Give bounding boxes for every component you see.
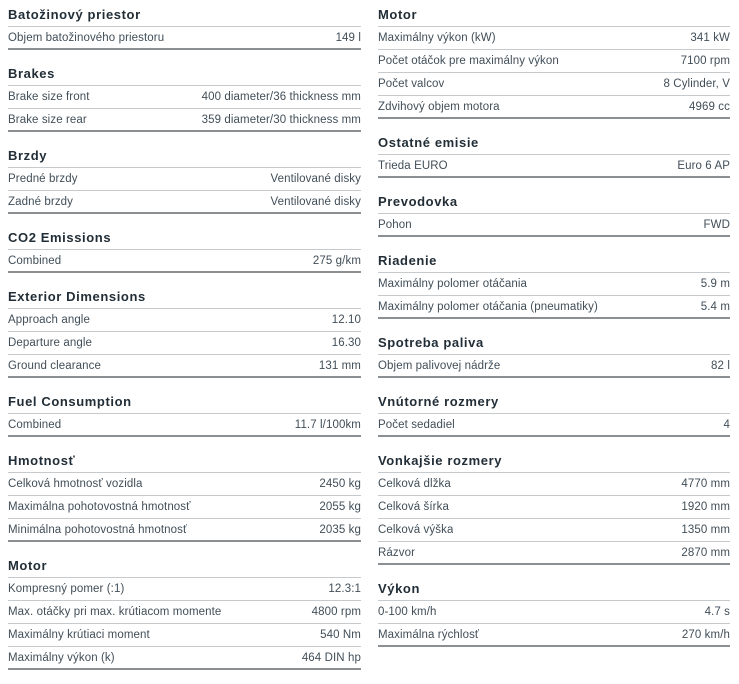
spec-label: Pohon xyxy=(378,218,412,231)
spec-value: 270 km/h xyxy=(681,628,730,641)
spec-value: 11.7 l/100km xyxy=(294,418,361,431)
section-motor-left xyxy=(8,556,361,670)
spec-label: Approach angle xyxy=(8,314,90,326)
spec-value: Euro 6 AP xyxy=(677,159,730,172)
section-title: Fuel Consumption xyxy=(8,392,361,414)
section-hmotnost xyxy=(8,451,361,542)
section-exterior-dimensions xyxy=(8,287,361,378)
spec-row xyxy=(378,73,730,96)
spec-value: FWD xyxy=(703,218,730,231)
spec-value: Ventilované disky xyxy=(270,195,361,208)
spec-row xyxy=(8,168,361,191)
spec-row xyxy=(378,50,730,73)
spec-row xyxy=(8,355,361,378)
spec-label: Zadné brzdy xyxy=(8,195,74,208)
spec-label: Minimálna pohotovostná hmotnosť xyxy=(8,523,188,536)
section-title: CO2 Emissions xyxy=(8,228,361,250)
spec-value: 12.3:1 xyxy=(328,583,361,595)
spec-row xyxy=(378,96,730,119)
spec-row xyxy=(378,214,730,237)
spec-value: 4770 mm xyxy=(681,478,730,490)
spec-row xyxy=(378,519,730,542)
section-title: Hmotnosť xyxy=(8,451,361,473)
section-ostatne-emisie xyxy=(378,133,730,178)
spec-value: 540 Nm xyxy=(320,629,361,641)
spec-label: Celková dĺžka xyxy=(378,478,451,490)
section-title: Riadenie xyxy=(378,251,730,273)
section-vykon xyxy=(378,579,730,647)
spec-label: Maximálny polomer otáčania (pneumatiky) xyxy=(378,300,598,313)
spec-row xyxy=(378,601,730,624)
spec-value: Ventilované disky xyxy=(270,173,361,185)
spec-row xyxy=(378,542,730,565)
spec-value: 341 kW xyxy=(690,32,730,44)
spec-value: 16.30 xyxy=(331,337,361,349)
spec-row xyxy=(8,624,361,647)
section-title: Exterior Dimensions xyxy=(8,287,361,309)
spec-row xyxy=(8,473,361,496)
spec-row xyxy=(8,414,361,437)
spec-row xyxy=(378,273,730,296)
section-title: Vnútorné rozmery xyxy=(378,392,730,414)
spec-label: Combined xyxy=(8,254,62,267)
spec-value: 4.7 s xyxy=(704,606,730,618)
spec-row xyxy=(8,250,361,273)
section-fuel-consumption xyxy=(8,392,361,437)
spec-value: 8 Cylinder, V xyxy=(663,78,730,90)
spec-label: Maximálny výkon (kW) xyxy=(378,32,496,44)
spec-row xyxy=(8,27,361,50)
section-batozinovy-priestor xyxy=(8,5,361,50)
spec-row xyxy=(8,578,361,601)
spec-row xyxy=(8,332,361,355)
section-title: Výkon xyxy=(378,579,730,601)
spec-label: Objem batožinového priestoru xyxy=(8,31,165,44)
spec-value: 4800 rpm xyxy=(311,606,361,618)
section-title: Prevodovka xyxy=(378,192,730,214)
spec-label: Celková výška xyxy=(378,524,454,536)
spec-label: Maximálny polomer otáčania xyxy=(378,278,527,290)
spec-row xyxy=(378,155,730,178)
section-brzdy xyxy=(8,146,361,214)
spec-value: 2035 kg xyxy=(319,523,361,536)
spec-row xyxy=(8,647,361,670)
spec-label: Počet sedadiel xyxy=(378,418,455,431)
spec-row xyxy=(378,27,730,50)
spec-row xyxy=(8,86,361,109)
spec-row xyxy=(378,414,730,437)
section-title: Ostatné emisie xyxy=(378,133,730,155)
spec-row xyxy=(8,601,361,624)
spec-label: Maximálny výkon (k) xyxy=(8,651,115,664)
spec-label: Departure angle xyxy=(8,337,92,349)
spec-value: 5.9 m xyxy=(700,278,730,290)
spec-value: 1920 mm xyxy=(681,501,730,513)
section-riadenie xyxy=(378,251,730,319)
spec-row xyxy=(378,355,730,378)
spec-row xyxy=(378,473,730,496)
spec-label: Počet valcov xyxy=(378,78,445,90)
spec-value: 5.4 m xyxy=(700,300,730,313)
spec-label: Počet otáčok pre maximálny výkon xyxy=(378,55,559,67)
spec-row xyxy=(378,624,730,647)
spec-value: 12.10 xyxy=(331,314,361,326)
spec-label: Zdvihový objem motora xyxy=(378,100,500,113)
spec-row xyxy=(8,191,361,214)
spec-label: 0-100 km/h xyxy=(378,606,437,618)
section-vonkajsie-rozmery xyxy=(378,451,730,565)
section-spotreba-paliva xyxy=(378,333,730,378)
section-co2-emissions xyxy=(8,228,361,273)
spec-label: Kompresný pomer (:1) xyxy=(8,583,125,595)
spec-label: Objem palivovej nádrže xyxy=(378,359,501,372)
spec-value: 4969 cc xyxy=(689,100,730,113)
section-brakes xyxy=(8,64,361,132)
spec-value: 2450 kg xyxy=(319,478,361,490)
section-title: Spotreba paliva xyxy=(378,333,730,355)
spec-label: Predné brzdy xyxy=(8,173,78,185)
spec-row xyxy=(378,496,730,519)
section-vnutorne-rozmery xyxy=(378,392,730,437)
spec-label: Celková šírka xyxy=(378,501,449,513)
section-prevodovka xyxy=(378,192,730,237)
spec-label: Combined xyxy=(8,418,62,431)
spec-value: 82 l xyxy=(711,359,730,372)
spec-value: 149 l xyxy=(335,31,361,44)
spec-value: 7100 rpm xyxy=(680,55,730,67)
section-title: Vonkajšie rozmery xyxy=(378,451,730,473)
spec-value: 2870 mm xyxy=(681,546,730,559)
spec-value: 131 mm xyxy=(318,359,361,372)
spec-label: Celková hmotnosť vozidla xyxy=(8,478,143,490)
spec-value: 359 diameter/30 thickness mm xyxy=(201,113,361,126)
spec-row xyxy=(378,296,730,319)
section-title: Brakes xyxy=(8,64,361,86)
spec-label: Maximálna rýchlosť xyxy=(378,628,480,641)
section-title: Brzdy xyxy=(8,146,361,168)
spec-value: 4 xyxy=(723,418,730,431)
spec-label: Rázvor xyxy=(378,546,416,559)
section-motor-right xyxy=(378,5,730,119)
spec-row xyxy=(8,309,361,332)
spec-column-left xyxy=(8,5,361,684)
spec-label: Maximálna pohotovostná hmotnosť xyxy=(8,501,191,513)
section-title: Motor xyxy=(378,5,730,27)
spec-value: 275 g/km xyxy=(312,254,361,267)
spec-label: Trieda EURO xyxy=(378,159,448,172)
spec-row xyxy=(8,496,361,519)
section-title: Batožinový priestor xyxy=(8,5,361,27)
spec-label: Maximálny krútiaci moment xyxy=(8,629,150,641)
spec-label: Ground clearance xyxy=(8,359,102,372)
spec-row xyxy=(8,519,361,542)
spec-value: 2055 kg xyxy=(319,501,361,513)
spec-column-right xyxy=(378,5,730,684)
spec-label: Brake size rear xyxy=(8,113,87,126)
spec-label: Max. otáčky pri max. krútiacom momente xyxy=(8,606,222,618)
spec-value: 400 diameter/36 thickness mm xyxy=(201,91,361,103)
section-title: Motor xyxy=(8,556,361,578)
spec-label: Brake size front xyxy=(8,91,90,103)
spec-value: 1350 mm xyxy=(681,524,730,536)
spec-value: 464 DIN hp xyxy=(301,651,361,664)
spec-row xyxy=(8,109,361,132)
